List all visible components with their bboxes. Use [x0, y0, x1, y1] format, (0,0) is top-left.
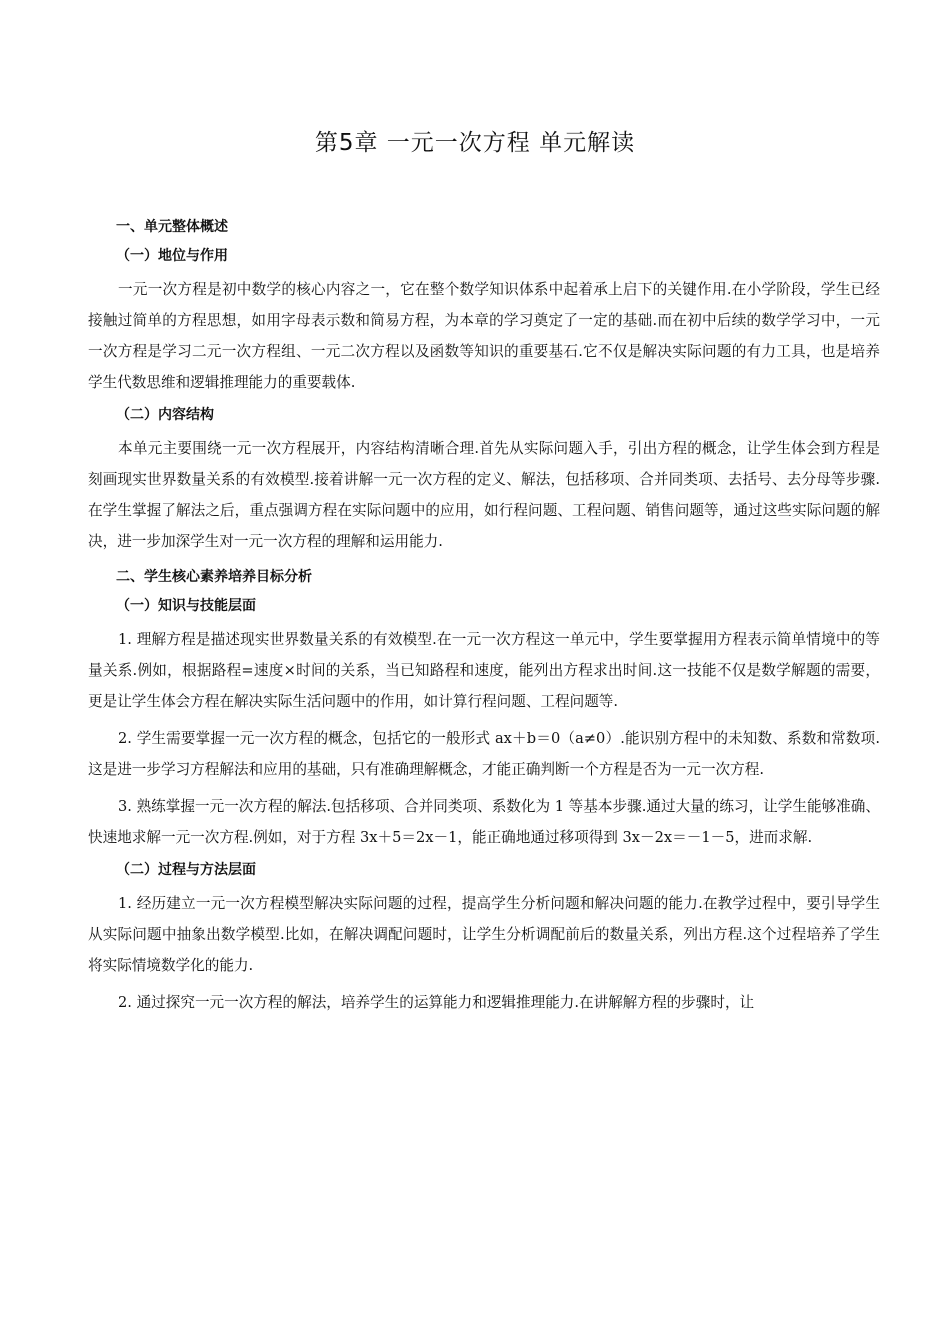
list-item: 1. 经历建立一元一次方程模型解决实际问题的过程，提高学生分析问题和解决问题的能力.在教学过程中，要引导学生从实际问题中抽象出数学模型.比如，在解决调配问题时，让学生分析调配前后的数量关系，列出方程.这个过程培养了学生将实际情境数学化的能力.: [88, 895, 880, 974]
list-item: 3. 熟练掌握一元一次方程的解法.包括移项、合并同类项、系数化为 1 等基本步骤.通过大量的练习，让学生能够准确、快速地求解一元一次方程.例如，对于方程 3x＋5＝2x－1，能正确地通过移项得到 3x－2x＝－1－5，进而求解.: [88, 798, 880, 846]
document-body: [88, 213, 880, 1018]
subsection-heading-knowledge: （一）知识与技能层面: [116, 598, 256, 614]
subsection-heading-structure: （二）内容结构: [116, 407, 214, 423]
list-item: 2. 学生需要掌握一元一次方程的概念，包括它的一般形式 ax＋b＝0（a≠0）.能识别方程中的未知数、系数和常数项.这是进一步学习方程解法和应用的基础，只有准确理解概念，才能正确判断一个方程是否为一元一次方程.: [88, 730, 880, 778]
subsection-heading-role: （一）地位与作用: [116, 248, 228, 264]
paragraph-structure: 本单元主要围绕一元一次方程展开，内容结构清晰合理.首先从实际问题入手，引出方程的概念，让学生体会到方程是刻画现实世界数量关系的有效模型.接着讲解一元一次方程的定义、解法，包括移项、合并同类项、去括号、去分母等步骤.在学生掌握了解法之后，重点强调方程在实际问题中的应用，如行程问题、工程问题、销售问题等，通过这些实际问题的解决，进一步加深学生对一元一次方程的理解和运用能力.: [88, 440, 880, 550]
section-heading-overview: 一、单元整体概述: [116, 219, 228, 235]
subsection-heading-process: （二）过程与方法层面: [116, 862, 256, 878]
list-item: 2. 通过探究一元一次方程的解法，培养学生的运算能力和逻辑推理能力.在讲解解方程的步骤时，让: [118, 994, 755, 1011]
list-item: 1. 理解方程是描述现实世界数量关系的有效模型.在一元一次方程这一单元中，学生要掌握用方程表示简单情境中的等量关系.例如，根据路程=速度×时间的关系，当已知路程和速度，能列出方程求出时间.这一技能不仅是数学解题的需要，更是让学生体会方程在解决实际生活问题中的作用，如计算行程问题、工程问题等.: [88, 631, 880, 710]
page-title: 第5章 一元一次方程 单元解读: [314, 130, 636, 156]
paragraph-role: 一元一次方程是初中数学的核心内容之一，它在整个数学知识体系中起着承上启下的关键作用.在小学阶段，学生已经接触过简单的方程思想，如用字母表示数和简易方程，为本章的学习奠定了一定的基础.而在初中后续的数学学习中，一元一次方程是学习二元一次方程组、一元二次方程以及函数等知识的重要基石.它不仅是解决实际问题的有力工具，也是培养学生代数思维和逻辑推理能力的重要载体.: [88, 281, 880, 391]
section-heading-goals: 二、学生核心素养培养目标分析: [116, 569, 312, 585]
